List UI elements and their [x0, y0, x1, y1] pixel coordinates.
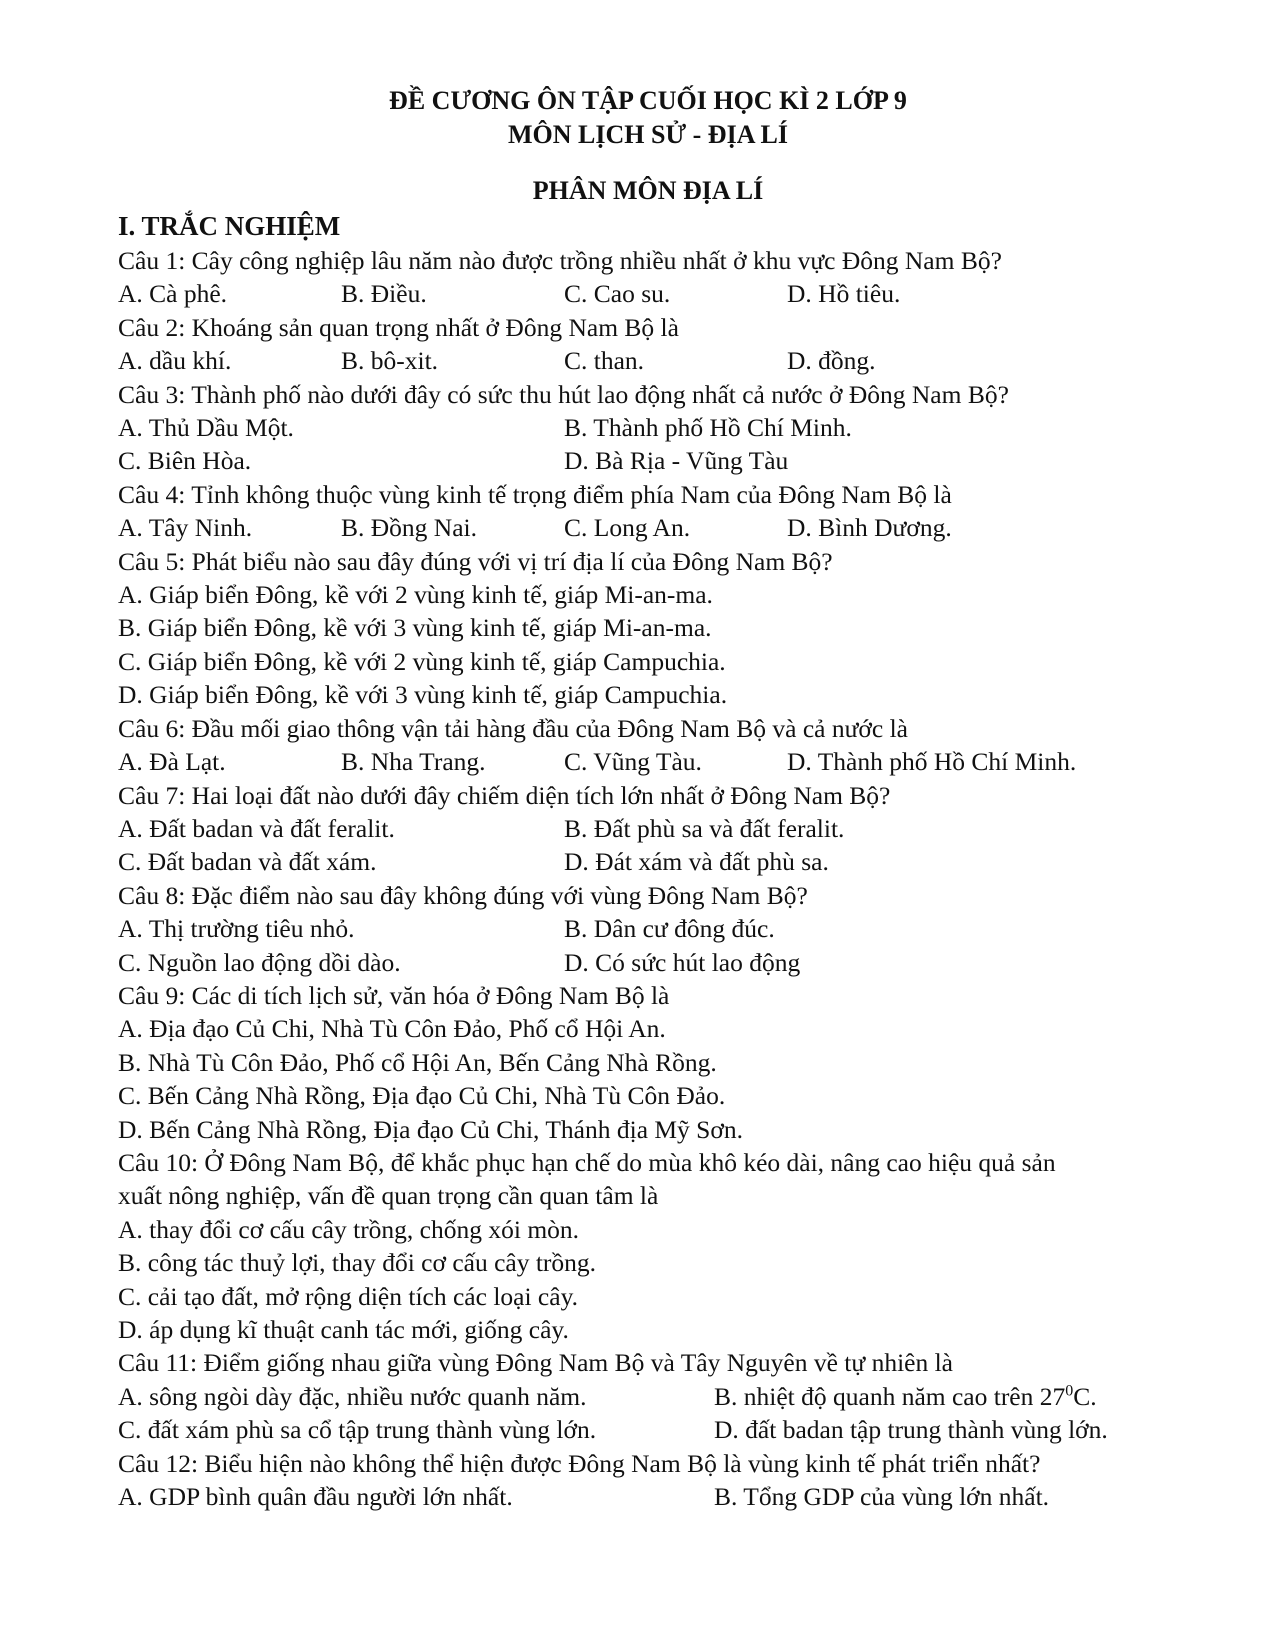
question-2-options	[118, 344, 1178, 377]
question-10-line1: Câu 10: Ở Đông Nam Bộ, để khắc phục hạn chế do mùa khô kéo dài, nâng cao hiệu quả sản	[118, 1147, 1056, 1177]
question-12-options-row1	[118, 1480, 1178, 1513]
question-1-option-a: A. Cà phê.	[118, 279, 228, 309]
question-9-option-b: B. Nhà Tù Côn Đảo, Phố cổ Hội An, Bến Cảng Nhà Rồng.	[118, 1047, 717, 1077]
question-10-option-a: A. thay đổi cơ cấu cây trồng, chống xói mòn.	[118, 1214, 580, 1244]
question-11-option-c: C. đất xám phù sa cổ tập trung thành vùng lớn.	[118, 1415, 597, 1445]
question-5-option-b: B. Giáp biển Đông, kề với 3 vùng kinh tế, giáp Mi-an-ma.	[118, 613, 712, 643]
question-2-option-b: B. bô-xit.	[341, 346, 439, 376]
question-7-options-row1	[118, 812, 1178, 845]
question-7: Câu 7: Hai loại đất nào dưới đây chiếm diện tích lớn nhất ở Đông Nam Bộ?	[118, 780, 891, 810]
question-3-option-a: A. Thủ Dầu Một.	[118, 413, 294, 443]
question-2: Câu 2: Khoáng sản quan trọng nhất ở Đông Nam Bộ là	[118, 312, 679, 342]
question-3-options-row1	[118, 411, 1178, 444]
question-9-option-a: A. Địa đạo Củ Chi, Nhà Tù Côn Đảo, Phố cổ Hội An.	[118, 1014, 666, 1044]
question-2-option-c: C. than.	[564, 346, 645, 376]
question-4-options	[118, 511, 1178, 544]
question-3: Câu 3: Thành phố nào dưới đây có sức thu hút lao động nhất cả nước ở Đông Nam Bộ?	[118, 379, 1009, 409]
document-page	[118, 84, 1178, 1513]
question-10-option-c: C. cải tạo đất, mở rộng diện tích các loại cây.	[118, 1281, 579, 1311]
question-11: Câu 11: Điểm giống nhau giữa vùng Đông Nam Bộ và Tây Nguyên về tự nhiên là	[118, 1348, 954, 1378]
question-4-option-c: C. Long An.	[564, 513, 691, 543]
question-8-option-c: C. Nguồn lao động dồi dào.	[118, 947, 401, 977]
question-3-option-d: D. Bà Rịa - Vũng Tàu	[564, 446, 789, 476]
question-1-option-d: D. Hồ tiêu.	[787, 279, 901, 309]
question-9-option-c: C. Bến Cảng Nhà Rồng, Địa đạo Củ Chi, Nhà Tù Côn Đảo.	[118, 1081, 726, 1111]
question-7-option-b: B. Đất phù sa và đất feralit.	[564, 813, 845, 843]
question-8-options-row2	[118, 946, 1178, 979]
question-8-option-b: B. Dân cư đông đúc.	[564, 914, 775, 944]
degree-superscript: 0	[1065, 1382, 1074, 1400]
question-12-option-b: B. Tổng GDP của vùng lớn nhất.	[714, 1482, 1050, 1512]
question-1-options	[118, 277, 1178, 310]
question-6-options	[118, 745, 1178, 778]
question-6-option-d: D. Thành phố Hồ Chí Minh.	[787, 747, 1077, 777]
question-7-option-d: D. Đát xám và đất phù sa.	[564, 847, 829, 877]
question-6-option-b: B. Nha Trang.	[341, 747, 486, 777]
question-3-options-row2	[118, 444, 1178, 477]
question-1: Câu 1: Cây công nghiệp lâu năm nào được trồng nhiều nhất ở khu vực Đông Nam Bộ?	[118, 246, 1002, 275]
question-5-option-d: D. Giáp biển Đông, kề với 3 vùng kinh tế, giáp Campuchia.	[118, 680, 728, 710]
question-8-option-a: A. Thị trường tiêu nhỏ.	[118, 914, 355, 944]
question-5: Câu 5: Phát biểu nào sau đây đúng với vị trí địa lí của Đông Nam Bộ?	[118, 546, 833, 576]
question-11-option-b-text: B. nhiệt độ quanh năm cao trên 27	[714, 1381, 1066, 1411]
question-6-option-c: C. Vũng Tàu.	[564, 747, 702, 777]
question-12: Câu 12: Biểu hiện nào không thể hiện được Đông Nam Bộ là vùng kinh tế phát triển nhất?	[118, 1448, 1041, 1478]
question-3-option-c: C. Biên Hòa.	[118, 446, 252, 476]
document-title-line2: MÔN LỊCH SỬ - ĐỊA LÍ	[507, 120, 788, 149]
question-1-option-c: C. Cao su.	[564, 279, 671, 309]
question-4-option-d: D. Bình Dương.	[787, 513, 952, 543]
part-heading: I. TRẮC NGHIỆM	[118, 211, 341, 241]
question-7-option-c: C. Đất badan và đất xám.	[118, 847, 377, 877]
question-1-option-b: B. Điều.	[341, 279, 427, 309]
question-9-option-d: D. Bến Cảng Nhà Rồng, Địa đạo Củ Chi, Thánh địa Mỹ Sơn.	[118, 1114, 743, 1144]
question-10-option-b: B. công tác thuỷ lợi, thay đổi cơ cấu cây trồng.	[118, 1248, 597, 1278]
question-5-option-a: A. Giáp biển Đông, kề với 2 vùng kinh tế, giáp Mi-an-ma.	[118, 580, 713, 610]
question-11-options-row2	[118, 1413, 1178, 1446]
section-title: PHÂN MÔN ĐỊA LÍ	[532, 176, 764, 205]
question-2-option-a: A. dầu khí.	[118, 346, 232, 376]
question-7-option-a: A. Đất badan và đất feralit.	[118, 813, 395, 843]
document-title-line1: ĐỀ CƯƠNG ÔN TẬP CUỐI HỌC KÌ 2 LỚP 9	[389, 86, 907, 115]
question-4-option-a: A. Tây Ninh.	[118, 513, 253, 543]
question-5-option-c: C. Giáp biển Đông, kề với 2 vùng kinh tế, giáp Campuchia.	[118, 646, 726, 676]
question-12-option-a: A. GDP bình quân đầu người lớn nhất.	[118, 1482, 513, 1512]
question-11-option-b-unit: C.	[1073, 1381, 1097, 1411]
question-4: Câu 4: Tỉnh không thuộc vùng kinh tế trọng điểm phía Nam của Đông Nam Bộ là	[118, 479, 952, 509]
question-11-option-d: D. đất badan tập trung thành vùng lớn.	[714, 1415, 1108, 1445]
question-8-option-d: D. Có sức hút lao động	[564, 947, 801, 977]
question-3-option-b: B. Thành phố Hồ Chí Minh.	[564, 413, 852, 443]
question-8: Câu 8: Đặc điểm nào sau đây không đúng với vùng Đông Nam Bộ?	[118, 880, 808, 910]
question-11-option-b	[714, 1380, 1097, 1413]
question-7-options-row2	[118, 845, 1178, 878]
question-8-options-row1	[118, 912, 1178, 945]
question-4-option-b: B. Đồng Nai.	[341, 513, 477, 543]
question-10-line2: xuất nông nghiệp, vấn đề quan trọng cần quan tâm là	[118, 1181, 659, 1211]
question-11-option-a: A. sông ngòi dày đặc, nhiều nước quanh năm.	[118, 1381, 587, 1411]
question-11-options-row1	[118, 1380, 1178, 1413]
question-9: Câu 9: Các di tích lịch sử, văn hóa ở Đông Nam Bộ là	[118, 980, 670, 1010]
question-6: Câu 6: Đầu mối giao thông vận tải hàng đầu của Đông Nam Bộ và cả nước là	[118, 713, 908, 743]
question-10-option-d: D. áp dụng kĩ thuật canh tác mới, giống cây.	[118, 1315, 569, 1344]
question-2-option-d: D. đồng.	[787, 346, 876, 376]
question-6-option-a: A. Đà Lạt.	[118, 747, 226, 777]
